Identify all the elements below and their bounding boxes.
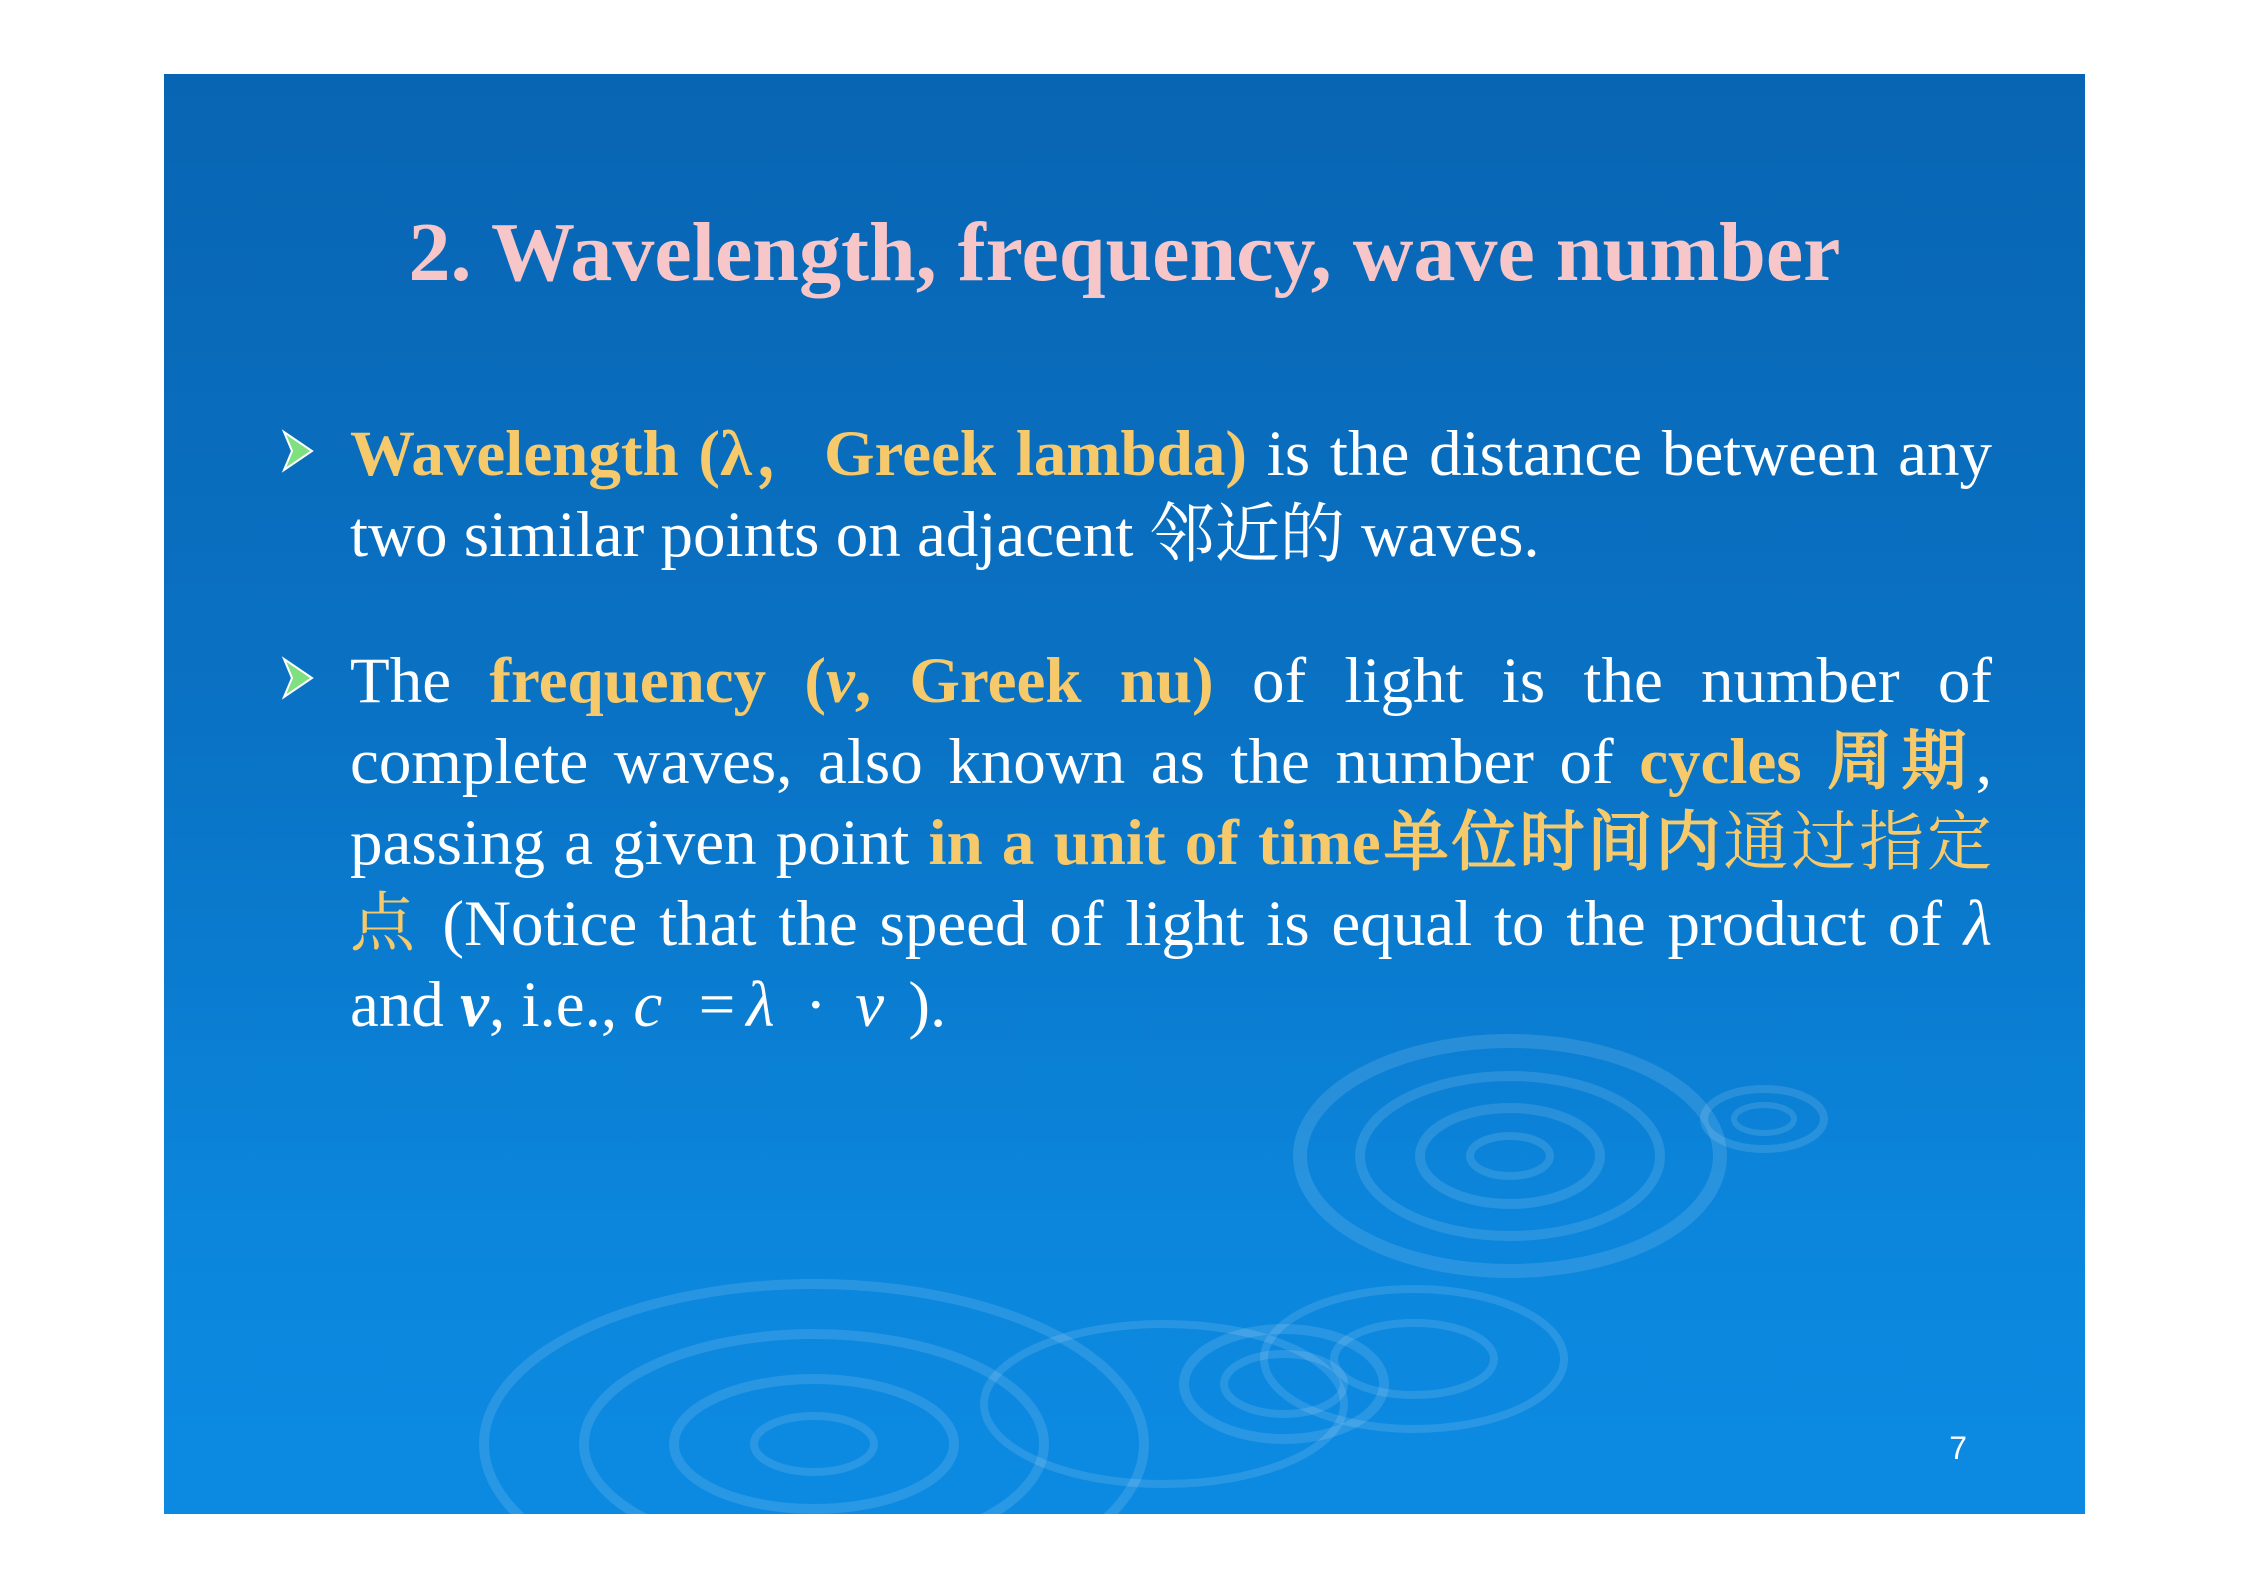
- nu-symbol-bold: ν: [460, 969, 489, 1041]
- frequency-intro: The: [350, 645, 490, 717]
- slide: [164, 74, 2085, 1514]
- bullet-wavelength: [350, 414, 1992, 576]
- arrow-bullet-icon: [278, 653, 318, 703]
- given-point-zh: 通过指定点: [350, 807, 1992, 960]
- wavelength-definition: is the distance between any two similar points on adjacent 邻近的 waves.: [350, 418, 1992, 571]
- slide-title: 2. Wavelength, frequency, wave number: [408, 206, 1841, 299]
- arrow-bullet-icon: [278, 426, 318, 476]
- unit-time-term: in a unit of time单位时间内: [928, 807, 1724, 879]
- nu-symbol: ν: [826, 645, 855, 717]
- bullet-text: [350, 414, 1992, 576]
- speed-of-light-formula: c =λ · ν: [633, 969, 893, 1041]
- speed-note: (Notice that the speed of light is equal to the product of: [420, 888, 1964, 960]
- wavelength-term: Wavelength (λ，Greek lambda): [350, 418, 1248, 490]
- lambda-symbol: λ: [1963, 888, 1992, 960]
- frequency-definition: of light is the number of complete waves, also known as the number of: [350, 645, 1993, 798]
- page-number: 7: [1949, 1430, 1967, 1466]
- frequency-term: frequency (ν, Greek nu): [489, 645, 1214, 717]
- bullet-text: The frequency (ν, Greek nu) of light is the number of complete waves, also known as the number of cycles 周期, passing a given point in a unit of time单位时间内通过指定点 (Notice that the speed of light is equal to the product of λ and ν, i.e., c =λ · ν ).: [350, 645, 1993, 1041]
- frequency-passing: , passing a given point: [350, 726, 1992, 879]
- cycles-term: cycles 周期: [1639, 726, 1976, 798]
- bullet-frequency: [350, 641, 1992, 1046]
